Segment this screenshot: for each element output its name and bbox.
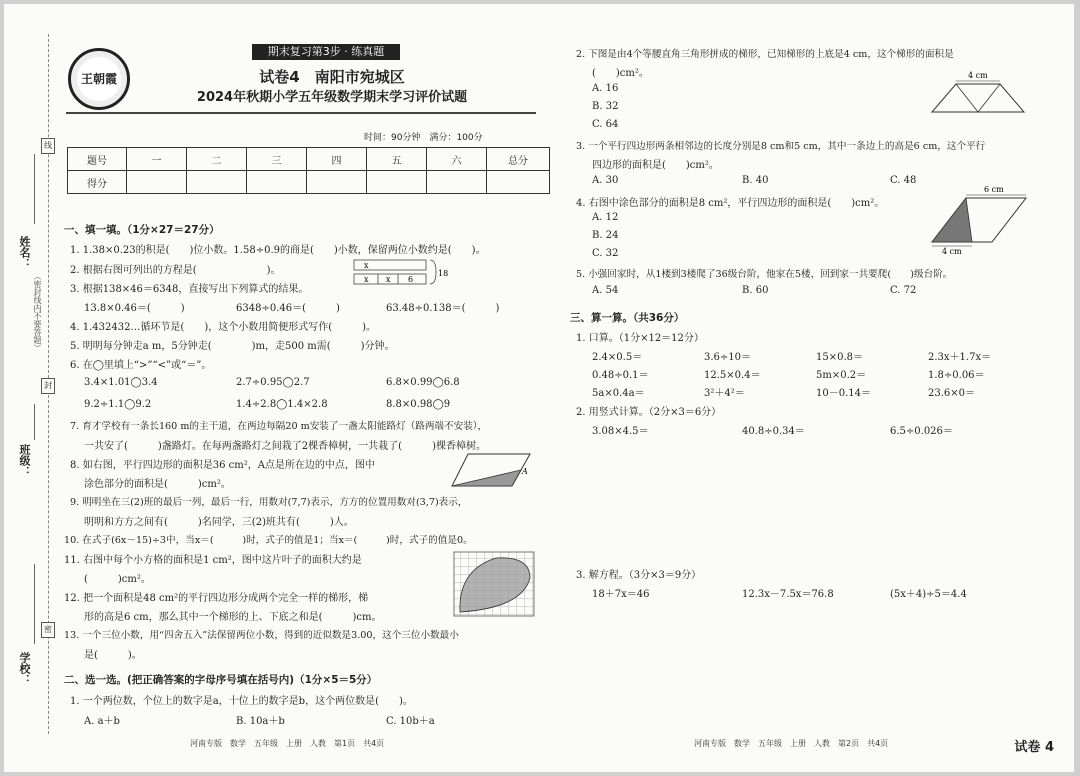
- equation-diagram: [350, 256, 450, 290]
- equation-item: 18＋7x＝46: [592, 589, 650, 600]
- option: C. 32: [592, 248, 619, 259]
- question-cont: 形的高是6 cm，那么其中一个梯形的上、下底之和是( )cm。: [84, 612, 382, 623]
- compare-item: 1.4÷2.8◯1.4×2.8: [236, 399, 328, 410]
- question-cont: 涂色部分的面积是( )cm²。: [84, 479, 231, 490]
- question: 2. 根据右图可列出的方程是( )。: [70, 265, 281, 276]
- score-table: [67, 147, 550, 194]
- question: 3. 根据138×46＝6348，直接写出下列算式的结果。: [70, 284, 309, 295]
- svg-text:A: A: [522, 467, 528, 476]
- fig-label: 6 cm: [984, 185, 1004, 194]
- school-label: 学校：: [18, 652, 31, 685]
- option: C. 10b＋a: [386, 716, 435, 727]
- vertical-item: 3.08×4.5＝: [592, 426, 649, 437]
- option: A. a＋b: [84, 716, 120, 727]
- oral-item: 5m×0.2＝: [816, 370, 867, 381]
- question: 4. 1.432432…循环节是( )，这个小数用简便形式写作( )。: [70, 322, 377, 333]
- section-1-title: 一、填一填。（1分×27＝27分）: [64, 224, 220, 236]
- fig-label: x: [364, 275, 369, 284]
- publisher-logo: 王朝霞: [68, 48, 130, 110]
- question: 11. 右图中每个小方格的面积是1 cm²，图中这片叶子的面积大约是: [64, 555, 362, 566]
- vertical-title: 2. 用竖式计算。（2分×3＝6分）: [576, 407, 722, 418]
- question: 9. 明明坐在三(2)班的最后一列，最后一行，用数对(7,7)表示，方方的位置用数对(3,7)表示，: [70, 497, 468, 508]
- question: 8. 如右图，平行四边形的面积是36 cm²，A点是所在边的中点，图中: [70, 460, 375, 471]
- option: B. 60: [742, 285, 769, 296]
- section-2-title: 二、选一选。(把正确答案的字母序号填在括号内)（1分×5＝5分）: [64, 674, 378, 686]
- oral-title: 1. 口算。（1分×12＝12分）: [576, 333, 704, 344]
- oral-item: 12.5×0.4＝: [704, 370, 761, 381]
- footer-left: 河南专版 数学 五年级 上册 人教 第1页 共4页: [190, 739, 385, 748]
- oral-item: 3.6÷10＝: [704, 352, 752, 363]
- exam-page: [4, 4, 1074, 772]
- option: A. 30: [592, 175, 619, 186]
- fig-label: 4 cm: [968, 71, 988, 80]
- question: 1. 一个两位数，个位上的数字是a，十位上的数字是b，这个两位数是( )。: [70, 696, 413, 707]
- question-cont: 明明和方方之间有( )名同学，三(2)班共有( )人。: [84, 517, 354, 528]
- compare-item: 2.7÷0.95◯2.7: [236, 377, 310, 388]
- seal-mark: 线: [41, 138, 55, 154]
- exam-title: 试卷4 南阳市宛城区: [259, 68, 405, 86]
- exam-header: [62, 44, 538, 116]
- footer-right: 河南专版 数学 五年级 上册 人教 第2页 共4页: [694, 739, 889, 748]
- question: 4. 右图中涂色部分的面积是8 cm²，平行四边形的面积是( )cm²。: [576, 198, 885, 209]
- vertical-item: 6.5÷0.026＝: [890, 426, 953, 437]
- score-header: 总分: [487, 148, 550, 171]
- option: A. 54: [592, 285, 619, 296]
- seal-mark: 密: [41, 622, 55, 638]
- equation-title: 3. 解方程。（3分×3＝9分）: [576, 570, 702, 581]
- score-cell[interactable]: [247, 171, 307, 194]
- fig-label: 6: [408, 275, 414, 284]
- compare-item: 9.2÷1.1◯9.2: [84, 399, 152, 410]
- option: B. 40: [742, 175, 769, 186]
- seal-mark: 封: [41, 378, 55, 394]
- oral-item: 2.4×0.5＝: [592, 352, 643, 363]
- parallelogram-figure: [450, 450, 534, 490]
- question: 7. 育才学校有一条长160 m的主干道，在两边每隔20 m安装了一盏太阳能路灯（路两端不安装），: [70, 421, 488, 432]
- score-header: 六: [427, 148, 487, 171]
- oral-item: 5a×0.4a＝: [592, 388, 645, 399]
- oral-item: 1.8÷0.06＝: [928, 370, 985, 381]
- class-label: 班级：: [18, 444, 31, 477]
- question-cont: 一共安了( )盏路灯。在每两盏路灯之间栽了2棵香樟树，一共栽了( )棵香樟树。: [84, 441, 486, 452]
- score-header: 三: [247, 148, 307, 171]
- fig-label: 4 cm: [942, 247, 962, 256]
- score-row-label: 得分: [68, 171, 127, 194]
- calc-item: 6348÷0.46＝( ): [236, 303, 340, 314]
- score-header: 一: [127, 148, 187, 171]
- calc-item: 63.48÷0.138＝( ): [386, 303, 500, 314]
- fig-label: x: [386, 275, 391, 284]
- question: 10. 在式子(6x－15)÷3中，当x＝( )时，式子的值是1；当x＝( )时，式子的值是0。: [64, 535, 473, 546]
- question-cont: ( )cm²。: [592, 68, 649, 79]
- option: C. 72: [890, 285, 917, 296]
- oral-item: 10－0.14＝: [816, 388, 871, 399]
- shaded-parallelogram-figure: [926, 182, 1030, 256]
- question-cont: ( )cm²。: [84, 574, 151, 585]
- option: A. 12: [592, 212, 619, 223]
- compare-item: 6.8×0.99◯6.8: [386, 377, 460, 388]
- score-cell[interactable]: [127, 171, 187, 194]
- fig-label: x: [364, 261, 369, 270]
- score-cell[interactable]: [367, 171, 427, 194]
- equation-item: (5x＋4)÷5＝4.4: [890, 589, 967, 600]
- option: C. 64: [592, 119, 619, 130]
- option: B. 24: [592, 230, 619, 241]
- option: B. 10a＋b: [236, 716, 285, 727]
- question: 3. 一个平行四边形两条相邻边的长度分别是8 cm和5 cm，其中一条边上的高是6 cm，这个平行: [576, 141, 986, 152]
- question: 5. 明明每分钟走a m，5分钟走( )m，走500 m需( )分钟。: [70, 341, 395, 352]
- score-cell[interactable]: [187, 171, 247, 194]
- score-header: 五: [367, 148, 427, 171]
- name-line: [34, 154, 35, 224]
- question-cont: 四边形的面积是( )cm²。: [592, 160, 719, 171]
- score-header: 二: [187, 148, 247, 171]
- question: 6. 在◯里填上“>”“<”或“＝”。: [70, 360, 212, 371]
- oral-item: 3²＋4²＝: [704, 388, 745, 399]
- paper-tag: 试卷 4: [1014, 740, 1054, 755]
- binding-strip: [4, 4, 62, 772]
- oral-item: 0.48÷0.1＝: [592, 370, 649, 381]
- vertical-item: 40.8÷0.34＝: [742, 426, 805, 437]
- seal-note: （密封线内不要答题）: [33, 272, 42, 352]
- question: 1. 1.38×0.23的积是( )位小数。1.58÷0.9的商是( )小数，保留两位小数约是( )。: [70, 245, 486, 256]
- option: C. 48: [890, 175, 917, 186]
- equation-item: 12.3x－7.5x＝76.8: [742, 589, 834, 600]
- name-label: 姓名：: [18, 236, 31, 269]
- question: 12. 把一个面积是48 cm²的平行四边形分成两个完全一样的梯形，梯: [64, 593, 369, 604]
- option: B. 32: [592, 101, 619, 112]
- score-cell[interactable]: [487, 171, 550, 194]
- fig-label: 18: [438, 269, 449, 278]
- compare-item: 3.4×1.01◯3.4: [84, 377, 158, 388]
- section-3-title: 三、算一算。（共36分）: [570, 312, 685, 324]
- exam-subtitle: 2024年秋期小学五年级数学期末学习评价试题: [196, 90, 468, 105]
- school-line: [34, 564, 35, 644]
- question: 13. 一个三位小数，用“四舍五入”法保留两位小数，得到的近似数是3.00，这个三位小数最小: [64, 630, 459, 641]
- question-cont: 是( )。: [84, 650, 142, 661]
- option: A. 16: [592, 83, 619, 94]
- question: 5. 小强回家时，从1楼到3楼爬了36级台阶，他家在5楼，回到家一共要爬( )级台阶。: [576, 269, 953, 280]
- trapezoid-figure: [928, 68, 1028, 116]
- oral-item: 15×0.8＝: [816, 352, 864, 363]
- score-header: 四: [307, 148, 367, 171]
- question: 2. 下图是由4个等腰直角三角形拼成的梯形，已知梯形的上底是4 cm，这个梯形的面积是: [576, 49, 954, 60]
- score-cell[interactable]: [427, 171, 487, 194]
- score-cell[interactable]: [307, 171, 367, 194]
- header-rule: [66, 112, 536, 114]
- oral-item: 2.3x＋1.7x＝: [928, 352, 992, 363]
- calc-item: 13.8×0.46＝( ): [84, 303, 185, 314]
- class-line: [34, 404, 35, 440]
- compare-item: 8.8×0.98◯9: [386, 399, 451, 410]
- oral-item: 23.6×0＝: [928, 388, 976, 399]
- exam-meta: 时间：90分钟 满分：100分: [364, 133, 483, 143]
- score-header: 题号: [68, 148, 127, 171]
- step-banner: 期末复习第3步 · 练真题: [252, 44, 400, 60]
- leaf-grid-figure: [452, 550, 536, 618]
